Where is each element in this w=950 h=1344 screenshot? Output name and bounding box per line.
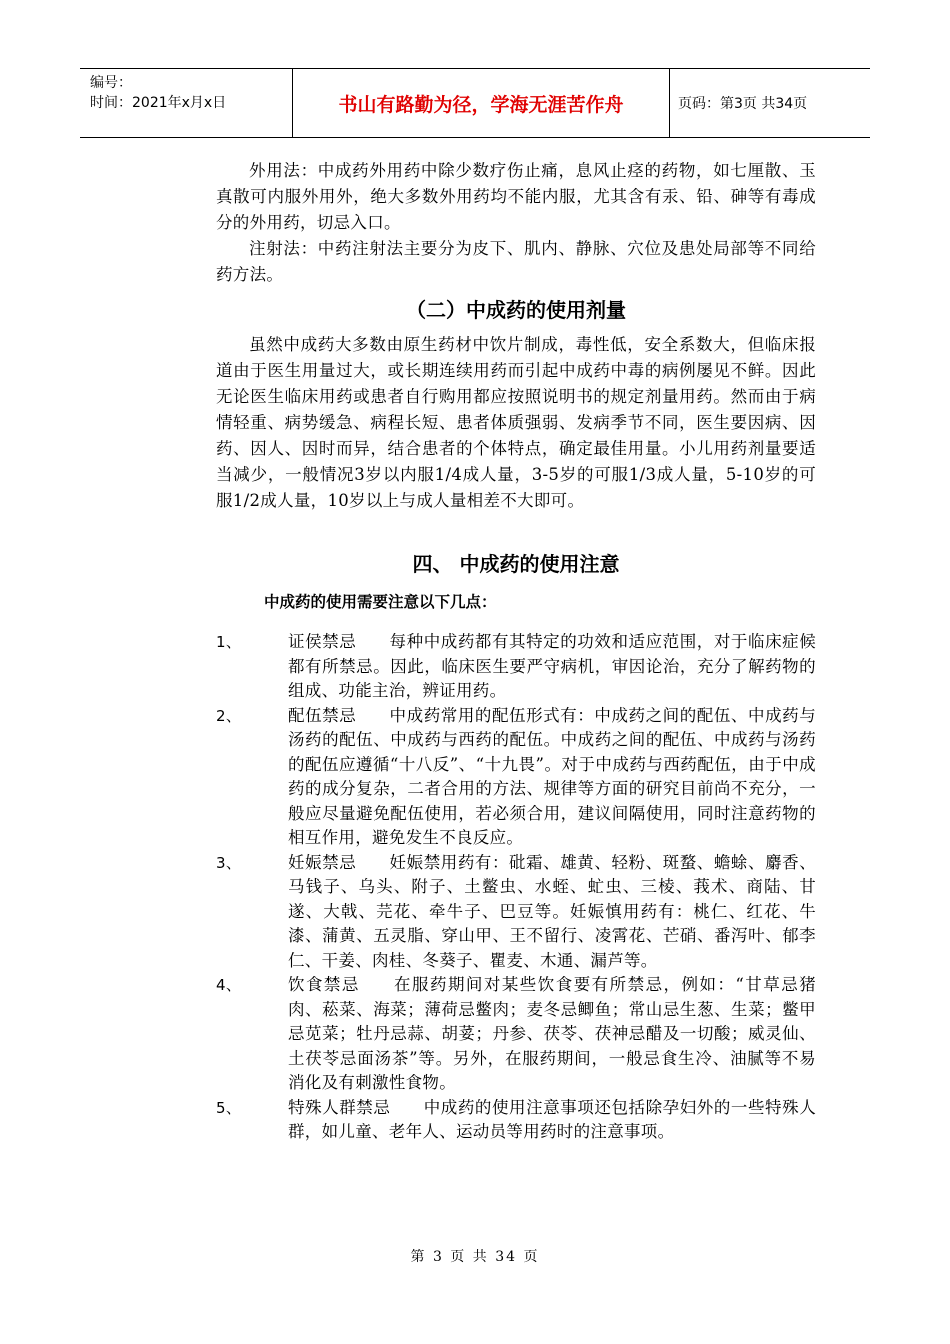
list-item-title: 特殊人群禁忌 bbox=[288, 1097, 391, 1117]
list-item-number: 3、 bbox=[216, 853, 242, 872]
list-item-number: 4、 bbox=[216, 976, 242, 994]
list-item-number: 5、 bbox=[216, 1098, 242, 1117]
paragraph-external-use: 外用法：中成药外用药中除少数疗伤止痛，息风止痉的药物，如七厘散、玉真散可内服外用外，绝大多数外用药均不能内服，尤其含有汞、铅、砷等有毒成分的外用药，切忌入口。 bbox=[216, 161, 816, 232]
paragraph-dosage: 虽然中成药大多数由原生药材中饮片制成，毒性低，安全系数大，但临床报道由于医生用量过大，或长期连续用药而引起中成药中毒的病例屡见不鲜。因此无论医生临床用药或患者自行购用都应按照说明书的规定剂量用药。然而由于病情轻重、病势缓急、病程长短、患者体质强弱、发病季节不同，医生要因病、因药、因人、因时而异，结合患者的个体特点，确定最佳用量。小儿用药剂量要适当减少，一般情况3岁以内服1/4成人量，3-5岁的可服1/3成人量，5-10岁的可服1/2成人量，10岁以上与成人量相差不大即可。 bbox=[216, 335, 816, 510]
list-item bbox=[216, 1096, 816, 1145]
list-item-text: 中成药常用的配伍形式有：中成药之间的配伍、中成药与汤药的配伍、中成药与西药的配伍。中成药之间的配伍、中成药与汤药的配伍应遵循“十八反”、“十九畏”。对于中成药与西药配伍，由于中成药的成分复杂，二者合用的方法、规律等方面的研究目前尚不充分，一般应尽量避免配伍使用，若必须合用，建议间隔使用，同时注意药物的相互作用，避免发生不良反应。 bbox=[288, 705, 817, 847]
list-item-text: 妊娠禁用药有：砒霜、雄黄、轻粉、斑蝥、蟾蜍、麝香、马钱子、乌头、附子、土鳖虫、水蛭、虻虫、三棱、莪术、商陆、甘遂、大戟、芫花、牵牛子、巴豆等。妊娠慎用药有：桃仁、红花、牛漆、蒲黄、五灵脂、穿山甲、王不留行、凌霄花、芒硝、番泻叶、郁李仁、干姜、肉桂、冬葵子、瞿麦、木通、漏芦等。 bbox=[288, 852, 817, 970]
paragraph-injection: 注射法：中药注射法主要分为皮下、肌内、静脉、穴位及患处局部等不同给药方法。 bbox=[216, 239, 816, 284]
page-header bbox=[80, 68, 870, 138]
list-item-title: 饮食禁忌 bbox=[288, 975, 360, 994]
list-item bbox=[216, 630, 817, 704]
header-motto: 书山有路勤为径，学海无涯苦作舟 bbox=[293, 69, 670, 137]
list-item bbox=[216, 973, 817, 1096]
section-precautions-title: 四、 中成药的使用注意 bbox=[412, 552, 620, 576]
list-item-text: 每种中成药都有其特定的功效和适应范围，对于临床症候都有所禁忌。因此，临床医生要严守病机，审因论治，充分了解药物的组成、功能主治，辨证用药。 bbox=[288, 632, 817, 700]
main-content bbox=[216, 158, 816, 614]
page-footer: 第 3 页 共 34 页 bbox=[410, 1249, 540, 1265]
precautions-list bbox=[216, 630, 816, 1145]
list-item-text: 中成药的使用注意事项还包括除孕妇外的一些特殊人群，如儿童、老年人、运动员等用药时的注意事项。 bbox=[288, 1097, 816, 1141]
list-item bbox=[216, 851, 817, 974]
doc-number: 编号： bbox=[90, 75, 132, 91]
header-page-info: 页码：第3页 共34页 bbox=[678, 96, 808, 112]
header-meta bbox=[80, 69, 293, 137]
list-item-title: 配伍禁忌 bbox=[288, 705, 357, 725]
list-item-title: 妊娠禁忌 bbox=[288, 852, 357, 872]
section-precautions-intro: 中成药的使用需要注意以下几点： bbox=[264, 593, 497, 611]
list-item-number: 1、 bbox=[216, 633, 242, 651]
list-item-title: 证侯禁忌 bbox=[288, 632, 357, 651]
list-item bbox=[216, 704, 817, 851]
list-item-text: 在服药期间对某些饮食要有所禁忌，例如：“甘草忌猪肉、菘菜、海菜；薄荷忌鳖肉；麦冬忌鲫鱼；常山忌生葱、生菜；鳖甲忌苋菜；牡丹忌蒜、胡荽；丹参、茯苓、茯神忌醋及一切酸；威灵仙、土茯苓忌面汤茶”等。另外，在服药期间，一般忌食生冷、油腻等不易消化及有刺激性食物。 bbox=[288, 975, 817, 1092]
section-dosage-title: （二）中成药的使用剂量 bbox=[406, 298, 626, 322]
list-item-number: 2、 bbox=[216, 706, 242, 725]
doc-date: 时间：2021年x月x日 bbox=[90, 95, 227, 111]
